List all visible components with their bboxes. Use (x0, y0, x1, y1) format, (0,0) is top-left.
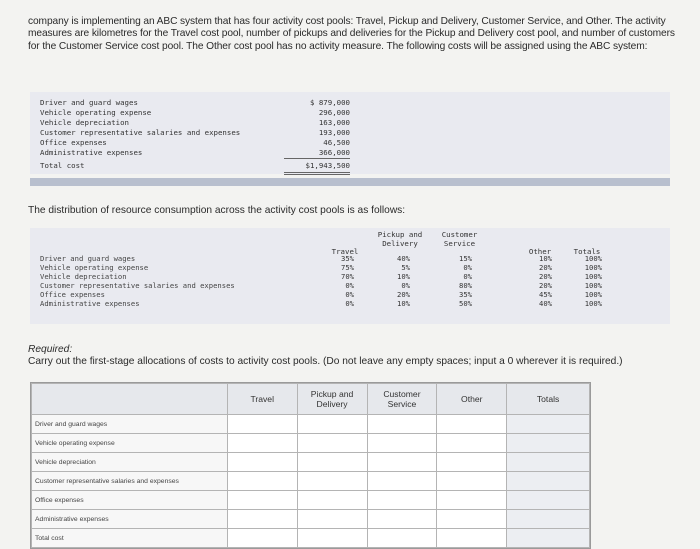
dist-cell: 0% (345, 281, 354, 290)
pickup-input[interactable] (298, 457, 367, 470)
dist-cell: 10% (539, 254, 552, 263)
totals-input[interactable] (507, 476, 589, 489)
problem-intro-text: company is implementing an ABC system that has four activity cost pools: Travel, Pickup and Delivery, Customer Service, and Other. The activity measures are kilometres for the Travel cost pool, number of pickups and deliveries for the Pickup and Delivery cost pool, and number of customers for the Customer Service cost pool. The Other cost pool has no activity measure. The following costs will be assigned using the ABC system: (28, 16, 675, 52)
dist-header-other: Other (528, 247, 552, 256)
dist-cell: 0% (345, 299, 354, 308)
dist-row-label: Customer representative salaries and expenses (40, 281, 235, 290)
totals-input[interactable] (507, 419, 589, 432)
cost-row (40, 148, 350, 158)
cost-label: Vehicle operating expense (40, 108, 152, 117)
other-input[interactable] (437, 419, 506, 432)
grid-row (32, 453, 590, 472)
dist-cell: 0% (345, 290, 354, 299)
dist-cell: 100% (584, 272, 602, 281)
grid-row-label: Office expenses (32, 491, 228, 510)
grid-header-totals: Totals (507, 384, 590, 415)
cost-label: Office expenses (40, 138, 107, 147)
dist-row-label: Vehicle operating expense (40, 263, 149, 272)
distribution-table (30, 228, 670, 324)
cost-row (40, 118, 350, 128)
pickup-input[interactable] (298, 514, 367, 527)
travel-input[interactable] (228, 495, 297, 508)
dist-cell: 10% (397, 299, 410, 308)
totals-input[interactable] (507, 514, 589, 527)
totals-input[interactable] (507, 457, 589, 470)
dist-cell: 20% (397, 290, 410, 299)
customer-input[interactable] (368, 457, 437, 470)
grid-row-label: Administrative expenses (32, 510, 228, 529)
cost-row (40, 108, 350, 118)
cost-amount: 46,500 (323, 138, 350, 147)
customer-input[interactable] (368, 533, 437, 546)
cost-amount: 193,000 (318, 128, 350, 137)
cost-amount: 366,000 (318, 148, 350, 157)
grid-row (32, 434, 590, 453)
customer-input[interactable] (368, 476, 437, 489)
cost-label: Driver and guard wages (40, 98, 138, 107)
dist-cell: 15% (459, 254, 472, 263)
dist-header-pickup: Pickup and Delivery (377, 230, 423, 248)
dist-cell: 100% (584, 254, 602, 263)
required-label: Required: (28, 344, 73, 355)
dist-cell: 70% (341, 272, 354, 281)
travel-input[interactable] (228, 457, 297, 470)
dist-cell: 80% (459, 281, 472, 290)
dist-row-label: Administrative expenses (40, 299, 140, 308)
pickup-input[interactable] (298, 533, 367, 546)
dist-cell: 100% (584, 299, 602, 308)
cost-amount: $ 879,000 (309, 98, 350, 107)
dist-cell: 45% (539, 290, 552, 299)
distribution-title: The distribution of resource consumption across the activity cost pools is as follows: (28, 205, 406, 216)
pickup-input[interactable] (298, 419, 367, 432)
total-cost-amount: $1,943,500 (305, 161, 350, 170)
grid-row-label: Vehicle operating expense (32, 434, 228, 453)
dist-cell: 75% (341, 263, 354, 272)
totals-input[interactable] (507, 495, 589, 508)
cost-label: Vehicle depreciation (40, 118, 129, 127)
pickup-input[interactable] (298, 438, 367, 451)
cost-label: Administrative expenses (40, 148, 143, 157)
travel-input[interactable] (228, 438, 297, 451)
dist-header-travel: Travel (331, 247, 359, 256)
dist-cell: 40% (397, 254, 410, 263)
travel-input[interactable] (228, 476, 297, 489)
cost-amount: 163,000 (318, 118, 350, 127)
customer-input[interactable] (368, 419, 437, 432)
dist-cell: 5% (401, 263, 410, 272)
grid-row-label: Vehicle depreciation (32, 453, 228, 472)
grid-total-row (32, 529, 590, 548)
required-instructions (28, 344, 623, 368)
travel-input[interactable] (228, 419, 297, 432)
dist-cell: 35% (341, 254, 354, 263)
grid-row-label: Customer representative salaries and expenses (32, 472, 228, 491)
grid-row (32, 510, 590, 529)
cost-row (40, 138, 350, 148)
other-input[interactable] (437, 533, 506, 546)
dist-row-label: Vehicle depreciation (40, 272, 127, 281)
dist-cell: 50% (459, 299, 472, 308)
customer-input[interactable] (368, 495, 437, 508)
dist-header-totals: Totals (573, 247, 601, 256)
dist-row-label: Office expenses (40, 290, 105, 299)
grid-row (32, 415, 590, 434)
grid-row-label: Total cost (32, 529, 228, 548)
travel-input[interactable] (228, 514, 297, 527)
dist-cell: 0% (401, 281, 410, 290)
total-cost-label: Total cost (40, 161, 85, 170)
customer-input[interactable] (368, 514, 437, 527)
grid-header-customer: Customer Service (367, 384, 437, 415)
answer-grid (30, 382, 591, 549)
dist-cell: 20% (539, 263, 552, 272)
dist-cell: 100% (584, 281, 602, 290)
cost-row (40, 98, 350, 108)
other-input[interactable] (437, 438, 506, 451)
totals-input[interactable] (507, 438, 589, 451)
grid-header-pickup: Pickup and Delivery (297, 384, 367, 415)
cost-table-scrollbar[interactable] (30, 178, 670, 186)
cost-label: Customer representative salaries and expenses (40, 128, 241, 137)
grid-row-label: Driver and guard wages (32, 415, 228, 434)
subtotal-rule (284, 158, 350, 159)
required-text: Carry out the first-stage allocations of costs to activity cost pools. (Do not leave any empty spaces; input a 0 wherever it is required.) (28, 356, 623, 367)
dist-cell: 20% (539, 272, 552, 281)
grid-row (32, 491, 590, 510)
total-double-rule (284, 172, 350, 175)
grid-header-blank (32, 384, 228, 415)
customer-input[interactable] (368, 438, 437, 451)
pickup-input[interactable] (298, 476, 367, 489)
grid-row (32, 472, 590, 491)
dist-cell: 35% (459, 290, 472, 299)
dist-row-label: Driver and guard wages (40, 254, 136, 263)
travel-input[interactable] (228, 533, 297, 546)
dist-cell: 100% (584, 263, 602, 272)
totals-input[interactable] (507, 533, 589, 546)
dist-cell: 0% (463, 272, 472, 281)
dist-cell: 10% (397, 272, 410, 281)
grid-header-other: Other (437, 384, 507, 415)
other-input[interactable] (437, 457, 506, 470)
other-input[interactable] (437, 495, 506, 508)
cost-amount: 296,000 (318, 108, 350, 117)
other-input[interactable] (437, 476, 506, 489)
total-cost-row (40, 161, 350, 171)
dist-cell: 0% (463, 263, 472, 272)
dist-cell: 100% (584, 290, 602, 299)
dist-cell: 40% (539, 299, 552, 308)
grid-header-travel: Travel (227, 384, 297, 415)
cost-row (40, 128, 350, 138)
dist-cell: 20% (539, 281, 552, 290)
pickup-input[interactable] (298, 495, 367, 508)
cost-table (30, 92, 670, 174)
dist-header-customer: Customer Service (441, 230, 478, 248)
other-input[interactable] (437, 514, 506, 527)
